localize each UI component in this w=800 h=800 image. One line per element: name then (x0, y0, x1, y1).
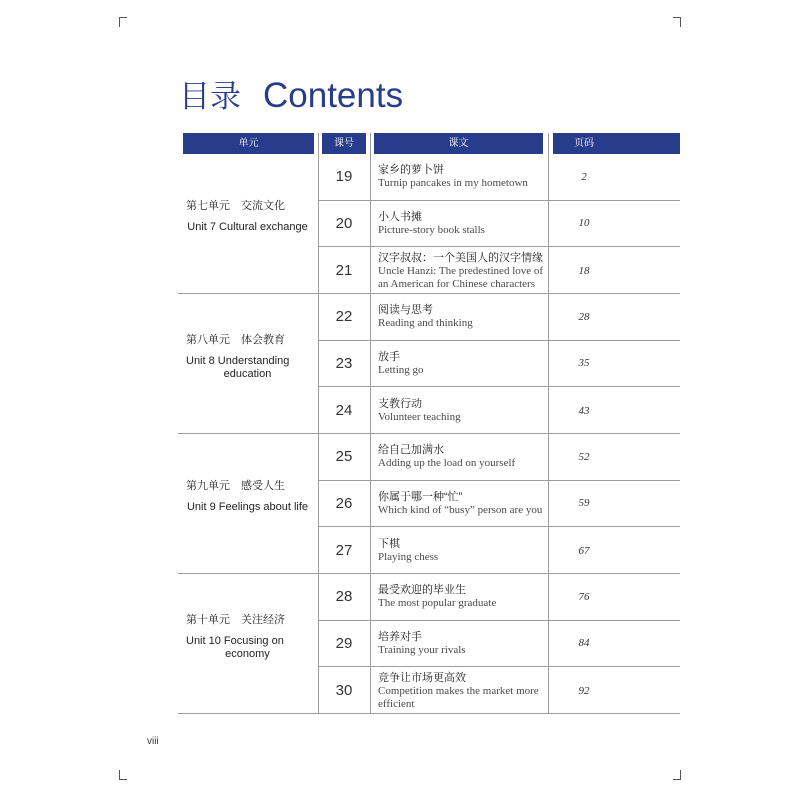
lesson-title-chinese: 小人书摊 (378, 210, 422, 223)
header-page: 页码 (553, 133, 680, 154)
unit-title-chinese: 第十单元 关注经济 (186, 613, 285, 626)
lesson-title-chinese: 给自己加满水 (378, 444, 444, 457)
table-row (318, 481, 680, 528)
lesson-number: 26 (335, 494, 353, 512)
table-row (318, 294, 680, 341)
lesson-cell (370, 247, 548, 294)
column-rule (548, 133, 549, 714)
page-number: 28 (578, 310, 590, 323)
page-number: 76 (578, 590, 590, 603)
unit-title-english: Unit 7 Cultural exchange (187, 221, 308, 233)
table-row (318, 574, 680, 621)
lesson-title-english: The most popular graduate (378, 597, 497, 610)
lesson-number: 23 (335, 354, 353, 372)
lesson-number: 22 (335, 308, 353, 326)
unit-group (178, 574, 680, 714)
lesson-title-english: Playing chess (378, 551, 439, 564)
table-row (318, 621, 680, 668)
lesson-title-english: Reading and thinking (378, 317, 473, 330)
unit-group (178, 434, 680, 574)
table-row (318, 667, 680, 714)
lesson-number: 19 (335, 168, 353, 186)
page-number: 43 (578, 404, 590, 417)
lesson-title-english: Competition makes the market more efficient (378, 684, 539, 710)
lesson-cell (370, 481, 548, 527)
unit-cell (178, 154, 318, 293)
lesson-title-chinese: 你属于哪一种“忙” (378, 490, 463, 503)
unit-title-english: Unit 10 Focusing on economy (186, 634, 284, 660)
crop-mark-top-left (119, 17, 127, 27)
unit-title-english: Unit 9 Feelings about life (186, 501, 309, 513)
header-unit: 单元 (183, 133, 314, 154)
table-row (318, 201, 680, 248)
lesson-cell (370, 667, 548, 714)
lesson-number: 29 (335, 634, 353, 652)
lesson-number: 21 (335, 262, 353, 280)
folio-page-number: viii (147, 736, 159, 747)
unit-group (178, 294, 680, 434)
lesson-title-english: Uncle Hanzi: The predestined love of an American for Chinese characters (378, 264, 544, 290)
column-rule (370, 133, 371, 714)
unit-cell (178, 434, 318, 573)
lesson-title-english: Letting go (378, 363, 424, 376)
lesson-number: 28 (335, 588, 353, 606)
lesson-title-english: Turnip pancakes in my hometown (378, 177, 528, 190)
page-number: 67 (578, 544, 590, 557)
table-row (318, 527, 680, 574)
crop-mark-bottom-left (119, 770, 127, 780)
crop-mark-bottom-right (673, 770, 681, 780)
lesson-title-chinese: 家乡的萝卜饼 (378, 164, 444, 177)
lesson-title-english: Volunteer teaching (378, 411, 461, 424)
page-title-chinese: 目录 (179, 79, 241, 114)
unit-cell (178, 574, 318, 713)
lesson-cell (370, 341, 548, 387)
page-number: 59 (578, 497, 590, 510)
lesson-title-english: Picture-story book stalls (378, 223, 485, 236)
page-number: 92 (578, 684, 590, 697)
unit-title-english: Unit 8 Understanding education (186, 354, 290, 380)
lesson-title-chinese: 下棋 (378, 538, 400, 551)
lesson-title-chinese: 支教行动 (378, 398, 422, 411)
lesson-number: 25 (335, 448, 353, 466)
unit-cell (178, 294, 318, 433)
column-rule (318, 133, 319, 714)
page-number: 35 (578, 357, 590, 370)
lesson-number: 30 (335, 682, 353, 700)
crop-mark-top-right (673, 17, 681, 27)
lesson-title-chinese: 阅读与思考 (378, 304, 433, 317)
lesson-number: 27 (335, 542, 353, 560)
lesson-cell (370, 387, 548, 434)
page-title (179, 76, 403, 116)
lesson-title-english: Which kind of “busy” person are you (378, 503, 543, 516)
lesson-title-english: Adding up the load on yourself (378, 457, 516, 470)
page-number: 52 (578, 450, 590, 463)
page-title-english: Contents (263, 76, 404, 115)
lesson-title-chinese: 最受欢迎的毕业生 (378, 584, 466, 597)
lesson-number: 24 (335, 402, 353, 420)
lesson-cell (370, 574, 548, 620)
lesson-cell (370, 621, 548, 667)
lesson-title-chinese: 培养对手 (378, 630, 422, 643)
table-row (318, 387, 680, 434)
lesson-title-chinese: 放手 (378, 350, 400, 363)
unit-title-chinese: 第八单元 体会教育 (186, 333, 285, 346)
header-lesson-number: 课号 (322, 133, 366, 154)
page-number: 10 (578, 217, 590, 230)
lesson-cell (370, 294, 548, 340)
lesson-cell (370, 527, 548, 574)
header-lesson: 课文 (374, 133, 543, 154)
lesson-title-chinese: 汉字叔叔：一个美国人的汉字情缘 (378, 251, 543, 264)
page-number: 18 (578, 264, 590, 277)
contents-table (178, 133, 680, 714)
page-number: 2 (581, 170, 587, 183)
lesson-cell (370, 154, 548, 200)
table-row (318, 247, 680, 294)
lesson-cell (370, 201, 548, 247)
unit-title-chinese: 第七单元 交流文化 (186, 200, 285, 212)
lesson-title-english: Training your rivals (378, 643, 466, 656)
unit-title-chinese: 第九单元 感受人生 (186, 480, 285, 492)
lesson-cell (370, 434, 548, 480)
table-row (318, 341, 680, 388)
table-row (318, 434, 680, 481)
lesson-title-chinese: 竞争让市场更高效 (378, 671, 466, 684)
lesson-number: 20 (335, 214, 353, 232)
page-number: 84 (578, 637, 590, 650)
table-row (318, 154, 680, 201)
unit-group (178, 154, 680, 294)
